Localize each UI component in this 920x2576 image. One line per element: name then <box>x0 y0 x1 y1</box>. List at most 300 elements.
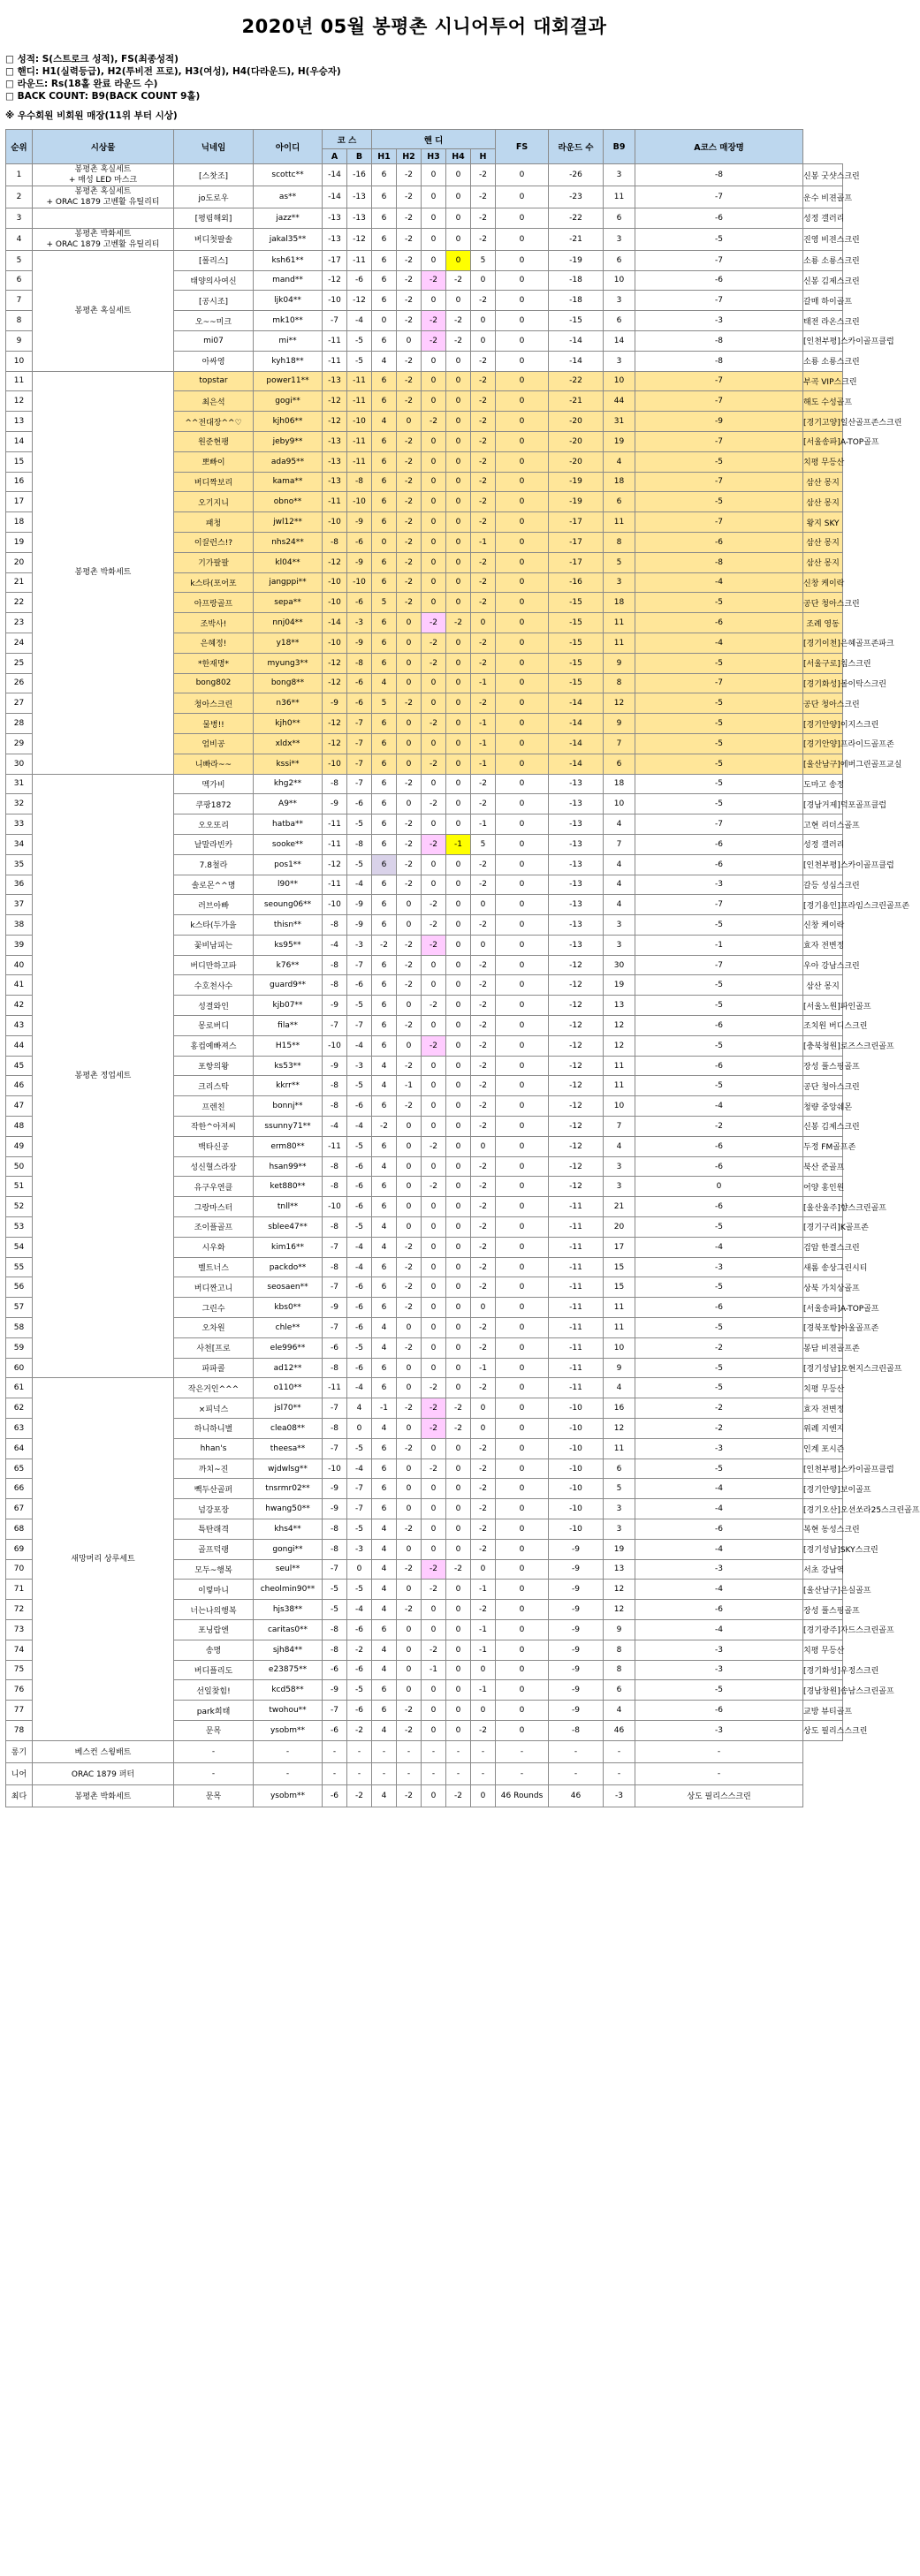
b9-cell: 12 <box>604 693 635 714</box>
note-line: □ 라운드: Rs(18홀 완료 라운드 수) <box>5 79 158 89</box>
venue-cell <box>33 774 174 1378</box>
rank-cell: 29 <box>6 733 33 754</box>
h1-cell: 6 <box>372 208 397 229</box>
rank-cell: 13 <box>6 412 33 432</box>
a-cell: -10 <box>323 633 347 653</box>
fs-cell: 0 <box>496 834 549 854</box>
b-cell: -6 <box>347 975 372 996</box>
h2-cell: 0 <box>397 1660 422 1680</box>
undefined-cell: 우아 강남스크린 <box>803 955 843 975</box>
h1-cell: 6 <box>372 186 397 208</box>
nick-cell: 오~~미크 <box>174 311 254 331</box>
undefined-cell: 치평 무등산 <box>803 1640 843 1660</box>
legend-notes <box>5 53 843 102</box>
fs-cell: 0 <box>496 1257 549 1277</box>
a-cell: -14 <box>323 613 347 633</box>
h3-cell: 0 <box>422 1337 446 1358</box>
h3-cell: -2 <box>422 915 446 936</box>
h3-cell: 0 <box>422 250 446 270</box>
b-cell: -4 <box>347 1237 372 1257</box>
shop-cell: -7 <box>635 391 803 412</box>
b-cell: -5 <box>347 1076 372 1096</box>
undefined-cell: 공단 청아스크린 <box>803 593 843 613</box>
id-cell: l90** <box>254 875 323 895</box>
shop-cell: -4 <box>635 1479 803 1499</box>
rank-cell: 28 <box>6 714 33 734</box>
b9-cell: 18 <box>604 593 635 613</box>
h2-cell: 0 <box>397 1117 422 1137</box>
fs-cell: 0 <box>496 1640 549 1660</box>
a-cell: -4 <box>323 935 347 955</box>
venue-cell <box>33 250 174 371</box>
h-cell: -1 <box>471 1358 496 1378</box>
h4-cell: 0 <box>446 1680 471 1701</box>
footer-nick-cell: - <box>174 1762 254 1784</box>
h1-cell: 6 <box>372 1680 397 1701</box>
b9-cell: 3 <box>604 164 635 186</box>
b9-cell: 11 <box>604 1056 635 1076</box>
fs-cell: 0 <box>496 1419 549 1439</box>
rank-cell: 63 <box>6 1419 33 1439</box>
rounds-cell: -17 <box>549 532 604 552</box>
h-cell: -1 <box>471 1619 496 1640</box>
h4-cell: 0 <box>446 1237 471 1257</box>
shop-cell: -6 <box>635 208 803 229</box>
a-cell: -9 <box>323 1298 347 1318</box>
undefined-cell: [인천부평]스카이골프클럽 <box>803 854 843 875</box>
shop-cell: -3 <box>635 1660 803 1680</box>
h3-cell: -2 <box>422 613 446 633</box>
h4-cell: 0 <box>446 552 471 572</box>
h2-cell: -2 <box>397 371 422 391</box>
nick-cell: 오차원 <box>174 1318 254 1338</box>
undefined-cell: 검암 한결스크린 <box>803 1237 843 1257</box>
footer-row <box>6 1740 843 1762</box>
shop-cell: -5 <box>635 794 803 814</box>
fs-cell: 0 <box>496 1298 549 1318</box>
venue-line: 봉평촌 혹실세트 <box>74 165 132 174</box>
h3-cell: 0 <box>422 451 446 472</box>
undefined-cell: 새롬 송상그린시티 <box>803 1257 843 1277</box>
h2-cell: 0 <box>397 653 422 673</box>
h3-cell: 0 <box>422 1016 446 1036</box>
nick-cell: 청아스크린 <box>174 693 254 714</box>
h-cell: -1 <box>471 733 496 754</box>
a-cell: -8 <box>323 1156 347 1177</box>
nick-cell: 몽로버디 <box>174 1016 254 1036</box>
b9-cell: 6 <box>604 311 635 331</box>
h2-cell: -2 <box>397 391 422 412</box>
rounds-cell: -22 <box>549 208 604 229</box>
rounds-cell: -9 <box>549 1680 604 1701</box>
a-cell: -7 <box>323 1438 347 1458</box>
b-cell: -11 <box>347 371 372 391</box>
a-cell: -6 <box>323 1720 347 1740</box>
rank-cell: 41 <box>6 975 33 996</box>
footer-nick-cell: 문목 <box>174 1784 254 1807</box>
b9-cell: 20 <box>604 1217 635 1238</box>
b-cell: -9 <box>347 895 372 915</box>
h4-cell: 0 <box>446 1217 471 1238</box>
undefined-cell: [경기구리]K골프존 <box>803 1217 843 1238</box>
shop-cell: -8 <box>635 330 803 351</box>
footer-b9-cell: - <box>604 1762 635 1784</box>
h-cell: -2 <box>471 391 496 412</box>
rank-cell: 71 <box>6 1580 33 1600</box>
b9-cell: 3 <box>604 228 635 250</box>
nick-cell: 수호천사수 <box>174 975 254 996</box>
shop-cell: -5 <box>635 653 803 673</box>
h3-cell: 0 <box>422 512 446 533</box>
fs-cell: 0 <box>496 1680 549 1701</box>
h4-cell: 0 <box>446 291 471 311</box>
b-cell: -5 <box>347 351 372 371</box>
id-cell: obno** <box>254 492 323 512</box>
nick-cell: 버디짠고니 <box>174 1277 254 1298</box>
fs-cell: 0 <box>496 1197 549 1217</box>
rank-cell: 21 <box>6 572 33 593</box>
rank-cell: 8 <box>6 311 33 331</box>
h1-cell: 6 <box>372 371 397 391</box>
a-cell: -8 <box>323 1539 347 1559</box>
h1-cell: 4 <box>372 412 397 432</box>
h2-cell: -2 <box>397 1519 422 1540</box>
nick-cell: 버디첫팔솔 <box>174 228 254 250</box>
b9-cell: 3 <box>604 1519 635 1540</box>
shop-cell: -2 <box>635 1398 803 1419</box>
id-cell: sjh84** <box>254 1640 323 1660</box>
h4-cell: 0 <box>446 1277 471 1298</box>
fs-cell: 0 <box>496 733 549 754</box>
nick-cell: 작은거인^^^ <box>174 1378 254 1398</box>
h3-cell: 0 <box>422 1680 446 1701</box>
undefined-cell: 봉담 비젼골프존 <box>803 1337 843 1358</box>
nick-cell: 너는나의행복 <box>174 1600 254 1620</box>
footer-a-cell: -6 <box>323 1784 347 1807</box>
fs-cell: 0 <box>496 1277 549 1298</box>
h4-cell: 0 <box>446 1257 471 1277</box>
rounds-cell: -12 <box>549 1096 604 1117</box>
h4-cell: -2 <box>446 1559 471 1580</box>
undefined-cell: 인계 포시즌 <box>803 1438 843 1458</box>
shop-cell: -6 <box>635 834 803 854</box>
undefined-cell: 해도 수성골프 <box>803 391 843 412</box>
h1-cell: 6 <box>372 572 397 593</box>
h2-cell: 0 <box>397 733 422 754</box>
h3-cell: 0 <box>422 955 446 975</box>
h4-cell: 0 <box>446 875 471 895</box>
rounds-cell: -21 <box>549 228 604 250</box>
id-cell: mi** <box>254 330 323 351</box>
h1-cell: 4 <box>372 1559 397 1580</box>
col-h3: H3 <box>422 149 446 164</box>
a-cell: -14 <box>323 186 347 208</box>
fs-cell: 0 <box>496 693 549 714</box>
rounds-cell: -22 <box>549 371 604 391</box>
fs-cell: 0 <box>496 1600 549 1620</box>
table-row <box>6 1378 843 1398</box>
b9-cell: 3 <box>604 291 635 311</box>
h1-cell: 6 <box>372 1458 397 1479</box>
b-cell: -10 <box>347 572 372 593</box>
h1-cell: 4 <box>372 673 397 693</box>
h4-cell: 0 <box>446 351 471 371</box>
rounds-cell: -15 <box>549 613 604 633</box>
rounds-cell: -12 <box>549 1076 604 1096</box>
rounds-cell: -17 <box>549 552 604 572</box>
id-cell: bong8** <box>254 673 323 693</box>
h1-cell: 6 <box>372 875 397 895</box>
b-cell: -7 <box>347 1016 372 1036</box>
h4-cell: 0 <box>446 1660 471 1680</box>
nick-cell: 조이플골프 <box>174 1217 254 1238</box>
venue-line: + 매성 LED 마스크 <box>68 176 138 185</box>
prize-note: ※ 우수회원 비회원 매장(11위 부터 시상) <box>5 110 178 121</box>
h1-cell: 6 <box>372 1378 397 1398</box>
fs-cell: 0 <box>496 1318 549 1338</box>
a-cell: -11 <box>323 834 347 854</box>
rounds-cell: -20 <box>549 431 604 451</box>
rounds-cell: -11 <box>549 1217 604 1238</box>
b9-cell: 6 <box>604 492 635 512</box>
h-cell: -2 <box>471 1237 496 1257</box>
b9-cell: 3 <box>604 1499 635 1519</box>
b-cell: -5 <box>347 1337 372 1358</box>
h3-cell: 0 <box>422 1197 446 1217</box>
h3-cell: 0 <box>422 291 446 311</box>
h3-cell: 0 <box>422 492 446 512</box>
h2-cell: -2 <box>397 1701 422 1721</box>
shop-cell: -4 <box>635 1237 803 1257</box>
h3-cell: 0 <box>422 814 446 835</box>
fs-cell: 0 <box>496 1438 549 1458</box>
h-cell: 0 <box>471 1419 496 1439</box>
b-cell: -3 <box>347 613 372 633</box>
rounds-cell: -9 <box>549 1619 604 1640</box>
h2-cell: 0 <box>397 794 422 814</box>
id-cell: khs4** <box>254 1519 323 1540</box>
undefined-cell: [울산남구]은실골프 <box>803 1580 843 1600</box>
h-cell: -2 <box>471 633 496 653</box>
h3-cell: 0 <box>422 693 446 714</box>
nick-cell: 까치~진 <box>174 1458 254 1479</box>
h4-cell: 0 <box>446 1479 471 1499</box>
rounds-cell: -14 <box>549 754 604 774</box>
b-cell: -7 <box>347 774 372 794</box>
table-row <box>6 208 843 229</box>
h4-cell: 0 <box>446 492 471 512</box>
h-cell: -2 <box>471 955 496 975</box>
nick-cell: 프렌친 <box>174 1096 254 1117</box>
id-cell: myung3** <box>254 653 323 673</box>
b9-cell: 3 <box>604 1156 635 1177</box>
rounds-cell: -9 <box>549 1559 604 1580</box>
rounds-cell: -13 <box>549 814 604 835</box>
id-cell: ks53** <box>254 1056 323 1076</box>
h-cell: -2 <box>471 208 496 229</box>
b9-cell: 12 <box>604 1419 635 1439</box>
col-rank: 순위 <box>6 130 33 164</box>
h3-cell: 0 <box>422 186 446 208</box>
h1-cell: 6 <box>372 1096 397 1117</box>
shop-cell: -6 <box>635 1016 803 1036</box>
rounds-cell: -10 <box>549 1438 604 1458</box>
h2-cell: 0 <box>397 1177 422 1197</box>
b-cell: -6 <box>347 1358 372 1378</box>
h2-cell: -2 <box>397 1398 422 1419</box>
h1-cell: 6 <box>372 1016 397 1036</box>
id-cell: bonnj** <box>254 1096 323 1117</box>
b9-cell: 13 <box>604 1559 635 1580</box>
rank-cell: 68 <box>6 1519 33 1540</box>
h4-cell: -2 <box>446 311 471 331</box>
h1-cell: 6 <box>372 733 397 754</box>
rounds-cell: -11 <box>549 1358 604 1378</box>
shop-cell: -4 <box>635 1096 803 1117</box>
a-cell: -9 <box>323 1479 347 1499</box>
b-cell: -6 <box>347 1619 372 1640</box>
footer-rounds-cell: 46 <box>549 1784 604 1807</box>
b9-cell: 13 <box>604 996 635 1016</box>
h1-cell: 6 <box>372 431 397 451</box>
rounds-cell: -9 <box>549 1580 604 1600</box>
fs-cell: 0 <box>496 714 549 734</box>
fs-cell: 0 <box>496 1136 549 1156</box>
col-h: H <box>471 149 496 164</box>
h4-cell: 0 <box>446 532 471 552</box>
h4-cell: -2 <box>446 270 471 291</box>
b9-cell: 4 <box>604 814 635 835</box>
h1-cell: 6 <box>372 451 397 472</box>
h1-cell: 0 <box>372 311 397 331</box>
col-rounds: 라운드 수 <box>549 130 604 164</box>
a-cell: -9 <box>323 693 347 714</box>
b9-cell: 15 <box>604 1257 635 1277</box>
id-cell: mk10** <box>254 311 323 331</box>
h-cell: -2 <box>471 1539 496 1559</box>
h3-cell: 0 <box>422 1519 446 1540</box>
b9-cell: 44 <box>604 391 635 412</box>
b9-cell: 46 <box>604 1720 635 1740</box>
a-cell: -5 <box>323 1580 347 1600</box>
nick-cell: 시우화 <box>174 1237 254 1257</box>
h3-cell: 0 <box>422 472 446 492</box>
h2-cell: -2 <box>397 186 422 208</box>
h-cell: -2 <box>471 1217 496 1238</box>
h4-cell: 0 <box>446 1035 471 1056</box>
a-cell: -17 <box>323 250 347 270</box>
shop-cell: -6 <box>635 854 803 875</box>
b-cell: -10 <box>347 492 372 512</box>
id-cell: ket880** <box>254 1177 323 1197</box>
shop-cell: 0 <box>635 1177 803 1197</box>
shop-cell: -7 <box>635 512 803 533</box>
h3-cell: 0 <box>422 1257 446 1277</box>
h3-cell: 0 <box>422 875 446 895</box>
rank-cell: 60 <box>6 1358 33 1378</box>
h3-cell: -2 <box>422 311 446 331</box>
nick-cell: 작한^아저씨 <box>174 1117 254 1137</box>
b-cell: -2 <box>347 1640 372 1660</box>
h2-cell: 0 <box>397 1539 422 1559</box>
fs-cell: 0 <box>496 1619 549 1640</box>
nick-cell: 솔로몬^^명 <box>174 875 254 895</box>
id-cell: erm80** <box>254 1136 323 1156</box>
h3-cell: 0 <box>422 1318 446 1338</box>
shop-cell: -7 <box>635 186 803 208</box>
h-cell: -2 <box>471 228 496 250</box>
h2-cell: -2 <box>397 593 422 613</box>
id-cell: ssunny71** <box>254 1117 323 1137</box>
h-cell: -2 <box>471 351 496 371</box>
h-cell: -2 <box>471 975 496 996</box>
h1-cell: 6 <box>372 794 397 814</box>
shop-cell: -6 <box>635 1136 803 1156</box>
h2-cell: -2 <box>397 270 422 291</box>
h-cell: 0 <box>471 311 496 331</box>
h4-cell: 0 <box>446 754 471 774</box>
h4-cell: 0 <box>446 733 471 754</box>
venue-line: 봉평촌 박화세트 <box>74 229 132 239</box>
shop-cell: -7 <box>635 472 803 492</box>
id-cell: kssi** <box>254 754 323 774</box>
shop-cell: -5 <box>635 714 803 734</box>
id-cell: nhs24** <box>254 532 323 552</box>
b-cell: -4 <box>347 1257 372 1277</box>
h3-cell: 0 <box>422 1056 446 1076</box>
h4-cell: 0 <box>446 1438 471 1458</box>
rank-cell: 73 <box>6 1619 33 1640</box>
nick-cell: 물병!! <box>174 714 254 734</box>
h4-cell: 0 <box>446 1056 471 1076</box>
rounds-cell: -11 <box>549 1318 604 1338</box>
rounds-cell: -10 <box>549 1519 604 1540</box>
fs-cell: 0 <box>496 996 549 1016</box>
nick-cell: 파파콜 <box>174 1358 254 1378</box>
undefined-cell: [경기안양]보이골프 <box>803 1479 843 1499</box>
h4-cell: 0 <box>446 1640 471 1660</box>
shop-cell: -9 <box>635 412 803 432</box>
h1-cell: 4 <box>372 1419 397 1439</box>
b9-cell: 6 <box>604 250 635 270</box>
fs-cell: 0 <box>496 1056 549 1076</box>
nick-cell: 패청 <box>174 512 254 533</box>
h2-cell: -2 <box>397 955 422 975</box>
h2-cell: -2 <box>397 875 422 895</box>
b9-cell: 15 <box>604 1277 635 1298</box>
b-cell: -5 <box>347 814 372 835</box>
h2-cell: 0 <box>397 1458 422 1479</box>
a-cell: -13 <box>323 472 347 492</box>
rounds-cell: -9 <box>549 1600 604 1620</box>
shop-cell: -2 <box>635 1337 803 1358</box>
b9-cell: 7 <box>604 733 635 754</box>
h2-cell: 0 <box>397 1419 422 1439</box>
h4-cell: 0 <box>446 653 471 673</box>
a-cell: -11 <box>323 1136 347 1156</box>
h4-cell: -2 <box>446 613 471 633</box>
shop-cell: -8 <box>635 164 803 186</box>
h3-cell: -2 <box>422 794 446 814</box>
b-cell: -6 <box>347 1318 372 1338</box>
h-cell: -2 <box>471 1499 496 1519</box>
h-cell: 0 <box>471 330 496 351</box>
nick-cell: 홍컵예빠져스 <box>174 1035 254 1056</box>
undefined-cell: 운수 비젼골프 <box>803 186 843 208</box>
fs-cell: 0 <box>496 291 549 311</box>
b-cell: -6 <box>347 1277 372 1298</box>
fs-cell: 0 <box>496 1035 549 1056</box>
